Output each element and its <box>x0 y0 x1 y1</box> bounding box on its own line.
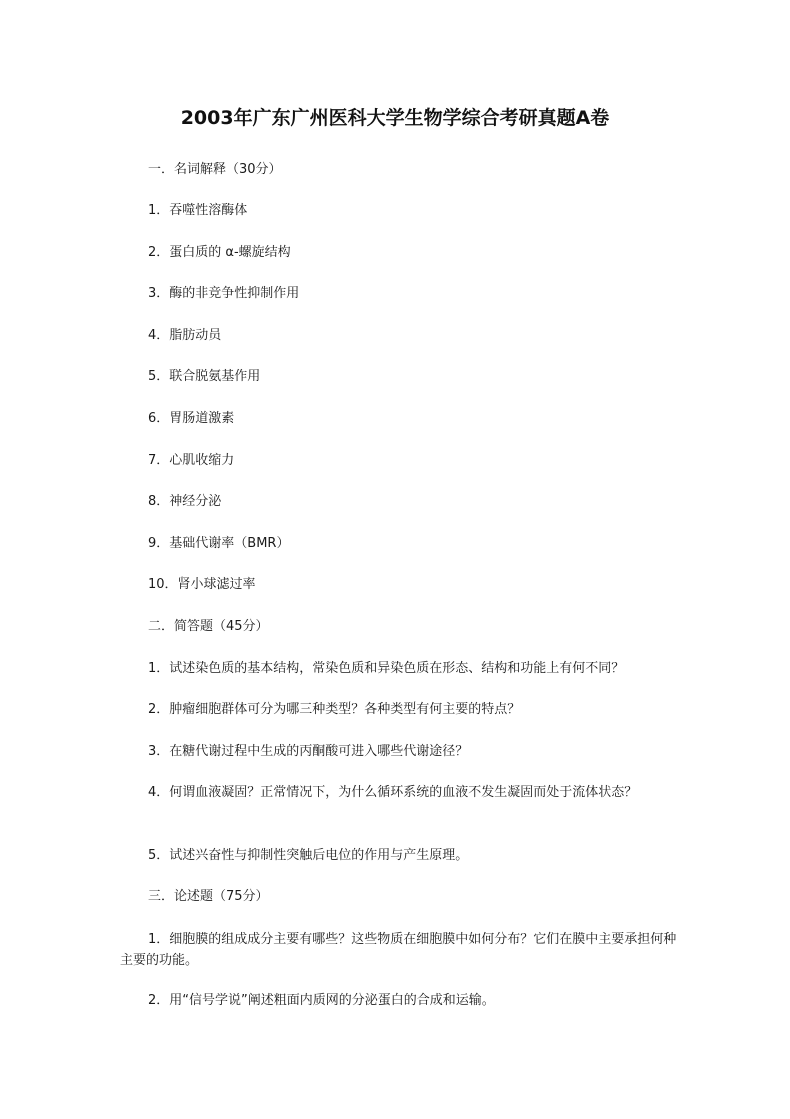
term-item-5: 5．联合脱氨基作用 <box>148 369 261 384</box>
document-title: 2003年广东广州医科大学生物学综合考研真题A卷 <box>180 107 610 129</box>
short-answer-item-1: 1．试述染色质的基本结构，常染色质和异染色质在形态、结构和功能上有何不同？ <box>148 661 625 676</box>
short-answer-item-5: 5．试述兴奋性与抑制性突触后电位的作用与产生原理。 <box>148 848 469 863</box>
essay-item-2: 2．用“信号学说”阐述粗面内质网的分泌蛋白的合成和运输。 <box>148 993 495 1008</box>
short-answer-item-2: 2．肿瘤细胞群体可分为哪三种类型？各种类型有何主要的特点？ <box>148 702 521 717</box>
short-answer-item-3: 3．在糖代谢过程中生成的丙酮酸可进入哪些代谢途径？ <box>148 744 469 759</box>
essay-item-1: 1．细胞膜的组成成分主要有哪些？这些物质在细胞膜中如何分布？它们在膜中主要承担何种主要的功能。 <box>120 932 677 968</box>
term-item-8: 8．神经分泌 <box>148 494 222 509</box>
term-item-1: 1．吞噬性溶酶体 <box>148 203 248 218</box>
term-item-6: 6．胃肠道激素 <box>148 411 235 426</box>
term-item-3: 3．酶的非竞争性抑制作用 <box>148 286 300 301</box>
term-item-10: 10．肾小球滤过率 <box>148 577 256 592</box>
term-item-9: 9．基础代谢率（BMR） <box>148 536 290 551</box>
section-heading-1: 一．名词解释（30分） <box>148 162 282 177</box>
term-item-4: 4．脂肪动员 <box>148 328 222 343</box>
section-heading-3: 三．论述题（75分） <box>148 889 269 904</box>
term-item-7: 7．心肌收缩力 <box>148 453 235 468</box>
term-item-2: 2．蛋白质的 α-螺旋结构 <box>148 245 291 260</box>
short-answer-item-4: 4．何谓血液凝固？正常情况下，为什么循环系统的血液不发生凝固而处于流体状态？ <box>148 785 638 800</box>
section-heading-2: 二．简答题（45分） <box>148 619 269 634</box>
